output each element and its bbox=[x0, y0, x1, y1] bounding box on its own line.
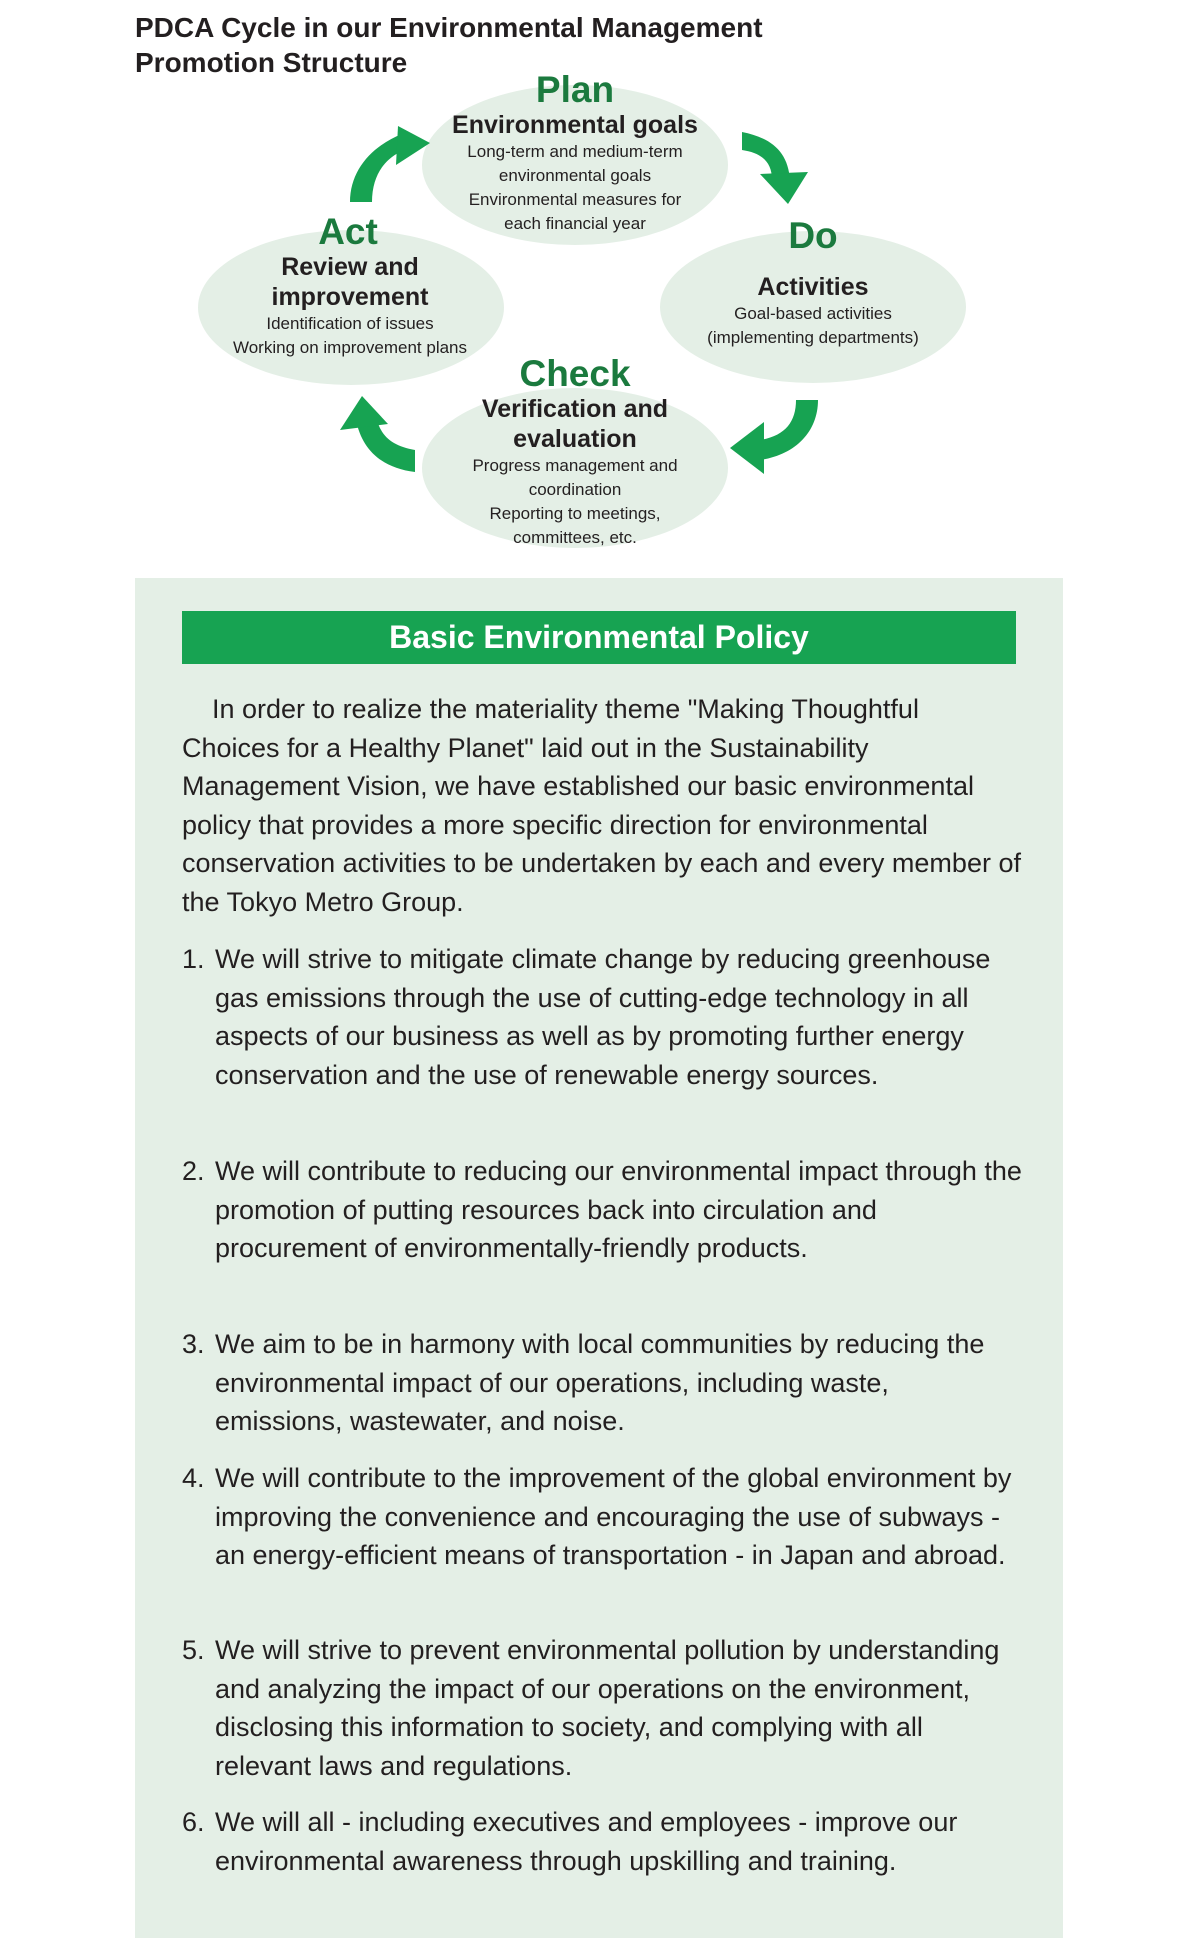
act-phase bbox=[200, 212, 500, 360]
plan-label: Plan bbox=[535, 69, 615, 110]
policy-item-text: We will contribute to the improvement of the global environment by improving the convenience and encouraging the use of subways - an energy-efficient means of transportation - in Japan and abroad. bbox=[215, 1463, 1012, 1571]
policy-title: Basic Environmental Policy bbox=[182, 611, 1016, 664]
policy-item-number: 6. bbox=[182, 1807, 205, 1837]
do-label: Do bbox=[788, 215, 838, 256]
policy-item-text: We will contribute to reducing our environmental impact through the promotion of putting resources back into circulation and procurement of environmentally-friendly products. bbox=[215, 1156, 1022, 1264]
act-label: Act bbox=[318, 211, 378, 252]
policy-item-3 bbox=[182, 1325, 1022, 1441]
arrow-plan-to-do bbox=[742, 132, 790, 180]
policy-item-2 bbox=[182, 1152, 1022, 1268]
policy-item-text: We will strive to mitigate climate change by reducing greenhouse gas emissions through the use of cutting-edge technology in all aspects of our business as well as by promoting further energy conservation and the use of renewable energy sources. bbox=[215, 944, 991, 1090]
arrow-do-to-check-head bbox=[730, 422, 764, 474]
arrow-act-to-plan bbox=[350, 134, 402, 202]
policy-item-4 bbox=[182, 1459, 1022, 1575]
policy-intro: In order to realize the materiality theme "Making Thoughtful Choices for a Healthy Planet" laid out in the Sustainability Management Vision, we have established our basic environmental policy that provides a more specific direction for environmental conservation activities to be undertaken by each and every member of the Tokyo Metro Group. bbox=[182, 694, 1021, 917]
check-label: Check bbox=[519, 353, 631, 394]
act-description: Identification of issues Working on improvement plans bbox=[232, 314, 467, 357]
diagram-title-line-2: Promotion Structure bbox=[135, 47, 408, 78]
act-heading: Review and improvement bbox=[271, 253, 429, 311]
policy-item-number: 4. bbox=[182, 1463, 205, 1493]
do-heading: Activities bbox=[757, 273, 869, 301]
policy-item-text: We will strive to prevent environmental pollution by understanding and analyzing the impact of our operations on the environment, disclosing this information to society, and complying with all relevant laws and regulations. bbox=[215, 1635, 1000, 1781]
policy-item-text: We aim to be in harmony with local communities by reducing the environmental impact of our operations, including waste, emissions, wastewater, and noise. bbox=[215, 1329, 985, 1437]
policy-item-text: We will all - including executives and employees - improve our environmental awareness through upskilling and training. bbox=[215, 1807, 958, 1876]
policy-item-5 bbox=[182, 1631, 1022, 1785]
arrow-plan-to-do-head bbox=[760, 172, 808, 204]
arrow-check-to-act-head bbox=[340, 396, 388, 430]
check-description: Progress management and coordination Reporting to meetings, committees, etc. bbox=[472, 456, 678, 547]
policy-item-number: 3. bbox=[182, 1329, 205, 1359]
policy-item-number: 1. bbox=[182, 944, 205, 974]
check-heading: Verification and evaluation bbox=[481, 395, 669, 453]
plan-heading: Environmental goals bbox=[452, 111, 698, 139]
policy-item-1 bbox=[182, 940, 1022, 1094]
plan-description: Long-term and medium-term environmental goals Environmental measures for each financial year bbox=[467, 142, 683, 233]
diagram-title-line-1: PDCA Cycle in our Environmental Management bbox=[135, 12, 763, 43]
arrow-do-to-check bbox=[760, 400, 818, 460]
policy-item-number: 5. bbox=[182, 1635, 205, 1665]
check-phase bbox=[425, 354, 725, 550]
do-description: Goal-based activities (implementing departments) bbox=[707, 304, 919, 347]
do-phase bbox=[663, 216, 963, 350]
policy-item-6 bbox=[182, 1803, 1022, 1880]
policy-item-number: 2. bbox=[182, 1156, 205, 1186]
